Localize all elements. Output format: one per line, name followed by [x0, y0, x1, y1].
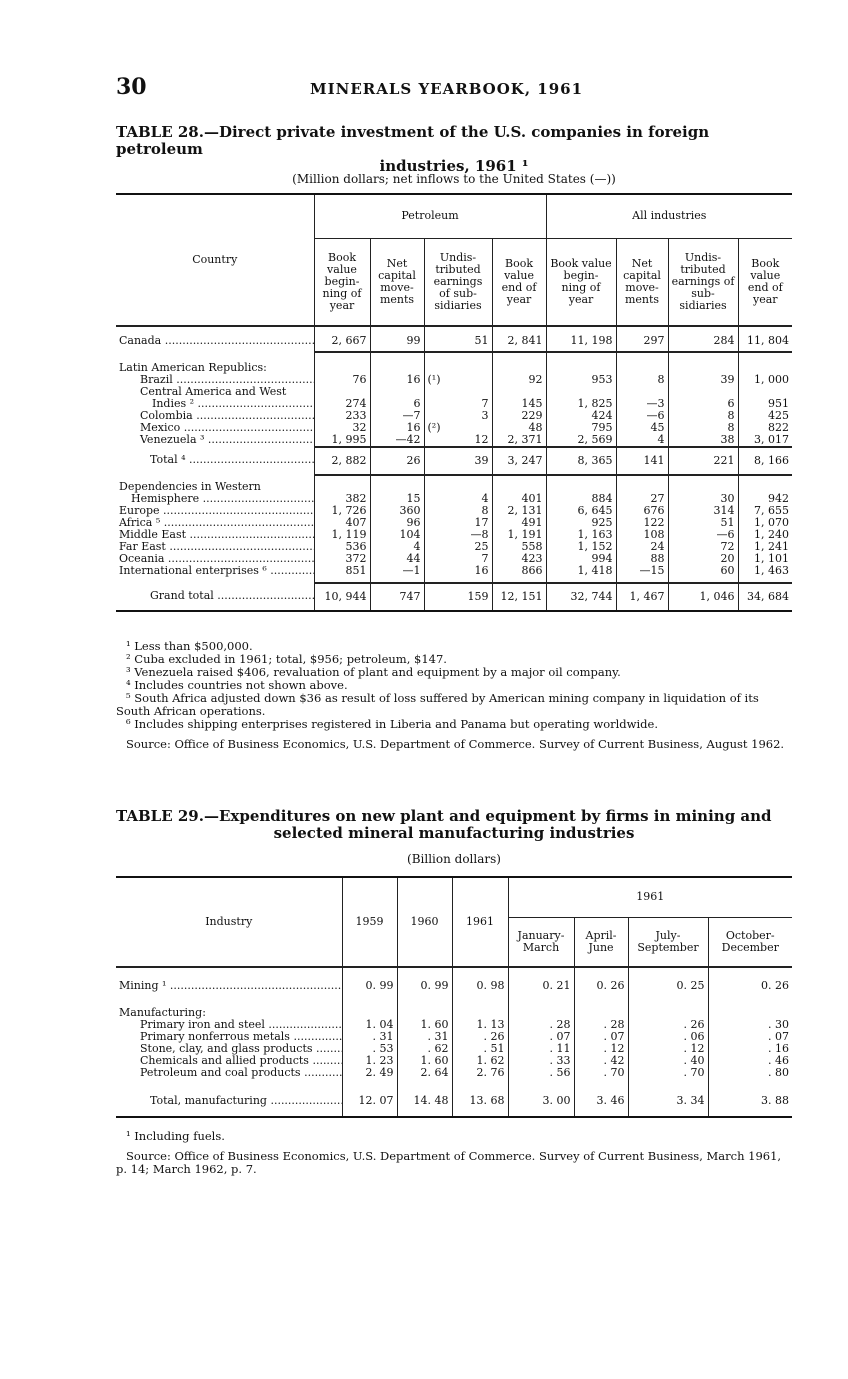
cell: 2, 371	[492, 434, 546, 447]
column-header-q1: January- March	[508, 917, 574, 967]
cell: 1. 60	[397, 1055, 452, 1067]
cell: 51	[424, 326, 492, 352]
cell: 0. 26	[708, 967, 792, 997]
footnote: ⁵ South Africa adjusted down $36 as result of loss suffered by American mining company in liquidation of its South African operations.	[116, 691, 759, 718]
cell: 1, 191	[492, 529, 546, 541]
table-row	[116, 553, 792, 565]
table-row	[116, 565, 792, 583]
cell: 3, 017	[738, 434, 792, 447]
cell: 3. 00	[508, 1087, 574, 1117]
cell: . 28	[508, 1019, 574, 1031]
running-head: MINERALS YEARBOOK, 1961	[310, 80, 584, 98]
table-row-total	[116, 1087, 792, 1117]
cell: 1, 463	[738, 565, 792, 583]
cell: 1, 467	[616, 583, 668, 611]
cell: . 31	[342, 1031, 397, 1043]
cell: 99	[370, 326, 424, 352]
cell: —6	[668, 529, 738, 541]
cell: 96	[370, 517, 424, 529]
row-label: Mexico	[140, 422, 181, 434]
row-label-line1: Central America and West	[140, 386, 287, 398]
cell: 27	[616, 493, 668, 505]
cell: —42	[370, 434, 424, 447]
cell: 32	[314, 422, 370, 434]
row-label: Far East	[119, 541, 166, 553]
cell: 2. 76	[452, 1067, 508, 1087]
cell: . 07	[574, 1031, 628, 1043]
column-header: Book value end of year	[492, 238, 546, 326]
cell: 76	[314, 374, 370, 386]
table-row	[116, 326, 792, 352]
cell: 2, 131	[492, 505, 546, 517]
table-28	[116, 193, 792, 612]
column-header-q4: October- December	[708, 917, 792, 967]
cell: 866	[492, 565, 546, 583]
cell: . 26	[452, 1031, 508, 1043]
cell: . 28	[574, 1019, 628, 1031]
row-label: Chemicals and allied products	[140, 1055, 309, 1067]
cell: 0. 98	[452, 967, 508, 997]
cell: 0. 25	[628, 967, 708, 997]
row-label: Africa ⁵	[119, 517, 161, 529]
cell: 558	[492, 541, 546, 553]
cell: 314	[668, 505, 738, 517]
cell: 994	[546, 553, 616, 565]
cell: . 46	[708, 1055, 792, 1067]
cell: 122	[616, 517, 668, 529]
row-label-line1: Dependencies in Western	[119, 480, 261, 493]
cell: 44	[370, 553, 424, 565]
cell: 372	[314, 553, 370, 565]
table-29-footnotes	[116, 1130, 792, 1176]
table-row	[116, 352, 792, 374]
cell: 6	[370, 398, 424, 410]
cell: . 31	[397, 1031, 452, 1043]
cell: . 07	[508, 1031, 574, 1043]
cell: 0. 26	[574, 967, 628, 997]
footnote: ² Cuba excluded in 1961; total, $956; petroleum, $147.	[126, 652, 447, 666]
cell: 16	[370, 422, 424, 434]
table-row-grand-total	[116, 583, 792, 611]
table-row	[116, 410, 792, 422]
cell: 951	[738, 398, 792, 410]
column-header: Net capital move- ments	[616, 238, 668, 326]
cell: 1, 163	[546, 529, 616, 541]
table-row	[116, 434, 792, 447]
cell: 26	[370, 447, 424, 475]
cell: 72	[668, 541, 738, 553]
cell: 1, 825	[546, 398, 616, 410]
cell: 32, 744	[546, 583, 616, 611]
row-label: Stone, clay, and glass products	[140, 1043, 313, 1055]
cell: 12. 07	[342, 1087, 397, 1117]
cell: 141	[616, 447, 668, 475]
cell: 12	[424, 434, 492, 447]
cell: (²)	[424, 422, 492, 434]
cell: 39	[424, 447, 492, 475]
row-label: Grand total	[150, 589, 214, 602]
cell: 229	[492, 410, 546, 422]
cell: 7	[424, 553, 492, 565]
cell: —1	[370, 565, 424, 583]
cell: 1. 04	[342, 1019, 397, 1031]
cell: 221	[668, 447, 738, 475]
page-number: 30	[116, 74, 147, 100]
table-29-subtitle: (Billion dollars)	[407, 852, 501, 866]
cell: 15	[370, 493, 424, 505]
cell: 6, 645	[546, 505, 616, 517]
cell: 884	[546, 493, 616, 505]
table-row	[116, 398, 792, 410]
table-row	[116, 517, 792, 529]
row-label: International enterprises ⁶	[119, 565, 267, 577]
cell: 676	[616, 505, 668, 517]
cell: 3. 88	[708, 1087, 792, 1117]
cell: 407	[314, 517, 370, 529]
cell: 104	[370, 529, 424, 541]
footnote: ⁶ Includes shipping enterprises registered in Liberia and Panama but operating worldwide.	[126, 717, 659, 731]
cell: 3	[424, 410, 492, 422]
cell: 92	[492, 374, 546, 386]
cell: 6	[668, 398, 738, 410]
cell: . 16	[708, 1043, 792, 1055]
cell: 233	[314, 410, 370, 422]
cell: 60	[668, 565, 738, 583]
cell: 16	[424, 565, 492, 583]
column-header-1959: 1959	[342, 877, 397, 967]
table-row	[116, 541, 792, 553]
table-row	[116, 505, 792, 517]
cell: 795	[546, 422, 616, 434]
cell: —15	[616, 565, 668, 583]
column-header-q3: July- September	[628, 917, 708, 967]
cell: 297	[616, 326, 668, 352]
cell: . 42	[574, 1055, 628, 1067]
column-header-1961: 1961	[452, 877, 508, 967]
cell: 34, 684	[738, 583, 792, 611]
column-header-country: Country	[116, 194, 314, 326]
cell: 39	[668, 374, 738, 386]
cell: 0. 99	[397, 967, 452, 997]
cell: 108	[616, 529, 668, 541]
row-label: Petroleum and coal products	[140, 1067, 301, 1079]
cell: . 40	[628, 1055, 708, 1067]
footnote: ¹ Including fuels.	[126, 1129, 225, 1143]
cell: 30	[668, 493, 738, 505]
cell: 16	[370, 374, 424, 386]
cell: . 51	[452, 1043, 508, 1055]
cell: 3. 34	[628, 1087, 708, 1117]
cell: 382	[314, 493, 370, 505]
cell: 8	[668, 422, 738, 434]
cell: 536	[314, 541, 370, 553]
source-note: Source: Office of Business Economics, U.S. Department of Commerce. Survey of Current Business, March 1961, p. 14; March 1962, p. 7.	[116, 1149, 782, 1176]
cell: 145	[492, 398, 546, 410]
table-29	[116, 876, 792, 1118]
cell: —7	[370, 410, 424, 422]
row-label: Total ⁴	[150, 453, 186, 466]
cell: . 53	[342, 1043, 397, 1055]
cell: . 12	[574, 1043, 628, 1055]
cell: 11, 198	[546, 326, 616, 352]
cell: . 56	[508, 1067, 574, 1087]
cell: . 70	[574, 1067, 628, 1087]
cell: 747	[370, 583, 424, 611]
cell: 2, 841	[492, 326, 546, 352]
cell: 2, 667	[314, 326, 370, 352]
cell: . 12	[628, 1043, 708, 1055]
table-28-title	[116, 124, 792, 175]
cell: 1, 000	[738, 374, 792, 386]
cell: 4	[370, 541, 424, 553]
column-group-petroleum: Petroleum	[314, 194, 546, 238]
table-29-title-line1: TABLE 29.—Expenditures on new plant and equipment by firms in mining and	[116, 807, 772, 825]
table-row	[116, 386, 792, 398]
column-group-all-industries: All industries	[546, 194, 792, 238]
cell: . 62	[397, 1043, 452, 1055]
cell: 424	[546, 410, 616, 422]
cell: 1, 070	[738, 517, 792, 529]
row-label: Indies ²	[152, 398, 195, 410]
cell: . 07	[708, 1031, 792, 1043]
row-label: Middle East	[119, 529, 187, 541]
cell: 423	[492, 553, 546, 565]
cell: 13. 68	[452, 1087, 508, 1117]
table-row	[116, 997, 792, 1019]
cell: 45	[616, 422, 668, 434]
cell: 491	[492, 517, 546, 529]
row-label: Canada	[119, 334, 162, 347]
cell: 0. 21	[508, 967, 574, 997]
cell: 4	[616, 434, 668, 447]
row-label: Hemisphere	[131, 493, 200, 505]
cell: 2. 49	[342, 1067, 397, 1087]
row-label: Oceania	[119, 553, 165, 565]
table-28-title-line1: TABLE 28.—Direct private investment of the U.S. companies in foreign petroleum	[116, 123, 710, 158]
group-label: Latin American Republics:	[119, 361, 267, 374]
row-label: Total, manufacturing	[150, 1094, 267, 1107]
cell: —8	[424, 529, 492, 541]
row-label: Primary iron and steel	[140, 1019, 265, 1031]
cell: 14. 48	[397, 1087, 452, 1117]
column-header: Book value begin- ning of year	[546, 238, 616, 326]
cell: 851	[314, 565, 370, 583]
footnote: ¹ Less than $500,000.	[126, 639, 253, 653]
group-label: Manufacturing:	[119, 1006, 206, 1019]
cell: 12, 151	[492, 583, 546, 611]
cell: . 26	[628, 1019, 708, 1031]
table-28-title-line2: industries, 1961 ¹	[379, 157, 529, 175]
column-header: Undis- tributed earnings of sub- sidiaries	[668, 238, 738, 326]
row-label: Primary nonferrous metals	[140, 1031, 290, 1043]
cell: 0. 99	[342, 967, 397, 997]
cell: 3, 247	[492, 447, 546, 475]
cell: 8	[668, 410, 738, 422]
table-row-total	[116, 447, 792, 475]
cell: (¹)	[424, 374, 492, 386]
cell: 48	[492, 422, 546, 434]
cell: 8	[616, 374, 668, 386]
cell: 1, 152	[546, 541, 616, 553]
cell: 2, 882	[314, 447, 370, 475]
cell: 3. 46	[574, 1087, 628, 1117]
cell: 274	[314, 398, 370, 410]
cell: 360	[370, 505, 424, 517]
table-row	[116, 1067, 792, 1087]
cell: 159	[424, 583, 492, 611]
cell: 38	[668, 434, 738, 447]
cell: 17	[424, 517, 492, 529]
table-row	[116, 529, 792, 541]
table-row	[116, 422, 792, 434]
cell: 20	[668, 553, 738, 565]
cell: 25	[424, 541, 492, 553]
cell: 24	[616, 541, 668, 553]
cell: 942	[738, 493, 792, 505]
cell: 8, 365	[546, 447, 616, 475]
column-header-industry: Industry	[116, 877, 342, 967]
column-header-q2: April- June	[574, 917, 628, 967]
cell: 51	[668, 517, 738, 529]
cell: 1. 62	[452, 1055, 508, 1067]
cell: 1, 241	[738, 541, 792, 553]
cell: 88	[616, 553, 668, 565]
cell: 1, 046	[668, 583, 738, 611]
cell: . 70	[628, 1067, 708, 1087]
cell: 7, 655	[738, 505, 792, 517]
cell: . 80	[708, 1067, 792, 1087]
column-header: Book value begin- ning of year	[314, 238, 370, 326]
cell: . 30	[708, 1019, 792, 1031]
cell: 425	[738, 410, 792, 422]
cell: 1, 726	[314, 505, 370, 517]
table-29-title	[116, 808, 792, 842]
cell: 4	[424, 493, 492, 505]
table-29-title-line2: selected mineral manufacturing industries	[273, 824, 635, 842]
cell: . 06	[628, 1031, 708, 1043]
cell: 1. 60	[397, 1019, 452, 1031]
cell: —6	[616, 410, 668, 422]
cell: 925	[546, 517, 616, 529]
cell: . 33	[508, 1055, 574, 1067]
column-group-1961: 1961	[508, 877, 792, 917]
row-label: Colombia	[140, 410, 193, 422]
cell: 1. 13	[452, 1019, 508, 1031]
cell: 1, 119	[314, 529, 370, 541]
table-row	[116, 475, 792, 493]
cell: 2, 569	[546, 434, 616, 447]
cell: 8, 166	[738, 447, 792, 475]
column-header: Net capital move- ments	[370, 238, 424, 326]
cell: 11, 804	[738, 326, 792, 352]
cell: 2. 64	[397, 1067, 452, 1087]
table-28-footnotes	[116, 640, 792, 751]
cell: 401	[492, 493, 546, 505]
column-header-1960: 1960	[397, 877, 452, 967]
cell: . 11	[508, 1043, 574, 1055]
cell: 7	[424, 398, 492, 410]
cell: 953	[546, 374, 616, 386]
cell: 1, 240	[738, 529, 792, 541]
cell: 10, 944	[314, 583, 370, 611]
cell: 8	[424, 505, 492, 517]
cell: 284	[668, 326, 738, 352]
table-row	[116, 374, 792, 386]
cell: 1, 418	[546, 565, 616, 583]
table-row	[116, 967, 792, 997]
cell: 822	[738, 422, 792, 434]
footnote: ⁴ Includes countries not shown above.	[126, 678, 348, 692]
cell: 1. 23	[342, 1055, 397, 1067]
row-label: Brazil	[140, 374, 173, 386]
table-row	[116, 493, 792, 505]
column-header: Book value end of year	[738, 238, 792, 326]
column-header: Undis- tributed earnings of sub- sidiaries	[424, 238, 492, 326]
row-label: Venezuela ³	[140, 434, 205, 446]
footnote: ³ Venezuela raised $406, revaluation of plant and equipment by a major oil company.	[126, 665, 621, 679]
cell: 1, 995	[314, 434, 370, 447]
table-28-subtitle: (Million dollars; net inflows to the United States (—))	[292, 172, 616, 186]
cell: 1, 101	[738, 553, 792, 565]
row-label: Mining ¹	[119, 979, 167, 992]
source-note: Source: Office of Business Economics, U.S. Department of Commerce. Survey of Current Business, August 1962.	[126, 737, 785, 751]
row-label: Europe	[119, 505, 160, 517]
cell: —3	[616, 398, 668, 410]
